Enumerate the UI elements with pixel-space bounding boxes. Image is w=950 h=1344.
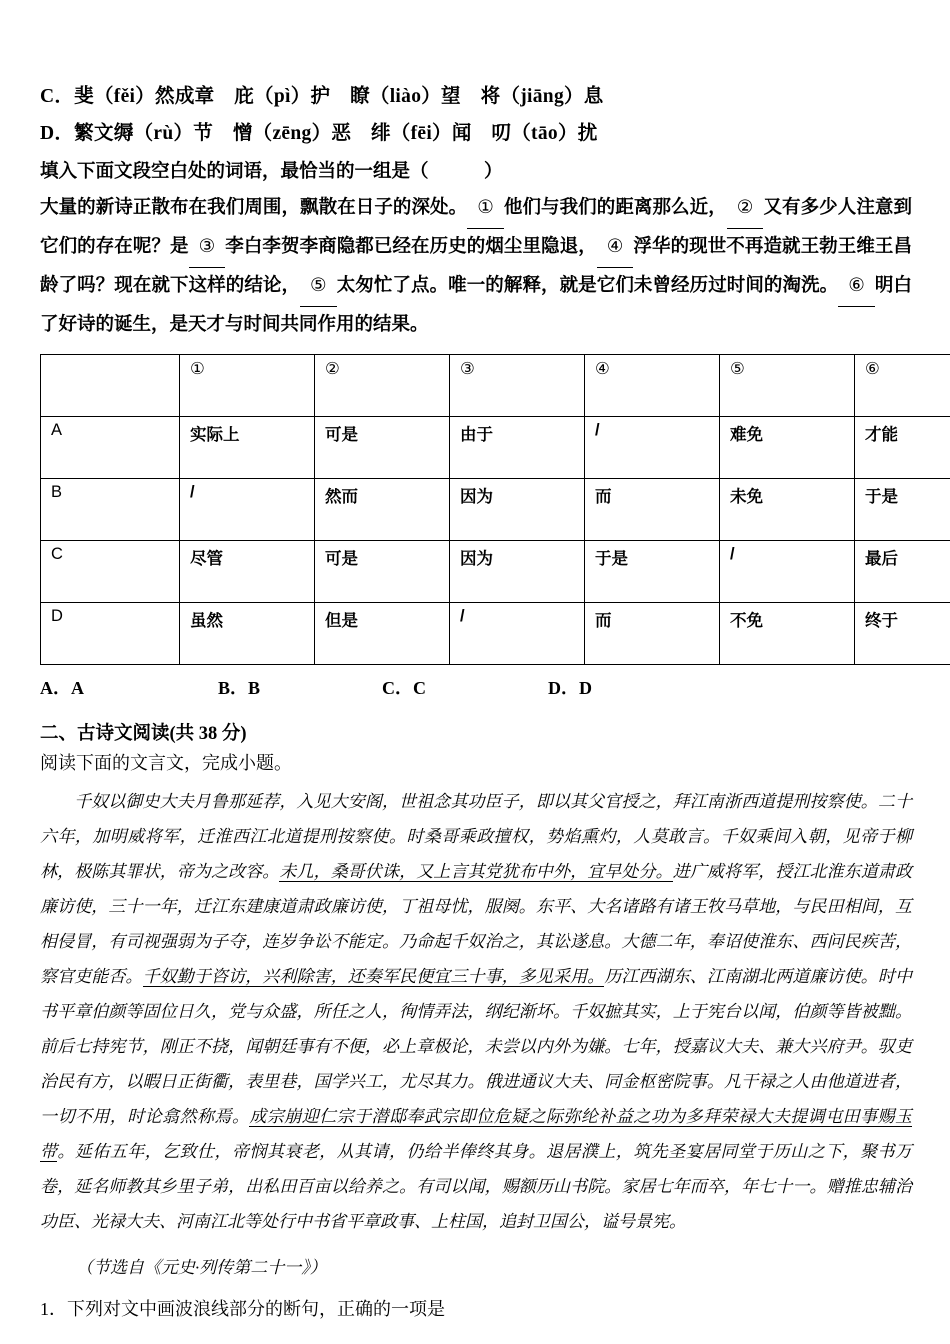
row-label-c: C [41,541,180,603]
cloze-blank-3: ③ [189,229,226,268]
cell-b-2: 然而 [315,479,450,541]
cell-d-4: 而 [585,603,720,665]
passage-part-4: 。延佑五年，乞致仕，帝悯其衰老，从其请，仍给半俸终其身。退居濮上，筑先圣宴居同堂于历山之下，聚书万卷，延名师教其乡里子弟，出私田百亩以给养之。有司以闻，赐额历山书院。家居七年而卒，年七十一。赠推忠辅治功臣、光禄大夫、河南江北等处行中书省平章政事、上柱国，追封卫国公，谥号景宪。 [40,1142,913,1231]
cloze-paragraph [40,190,912,344]
cell-b-6: 于是 [855,479,950,541]
cloze-blank-1: ① [467,190,504,229]
cloze-text-4: 又有多少人注意到它们的存在呢？是 [40,198,912,257]
cell-a-1: 实际上 [180,417,315,479]
cell-b-5: 未免 [720,479,855,541]
passage-wavy-underline-segment: 成宗崩迎仁宗于潜邸奉武宗即位危疑之际弥纶补益之功为多拜荣禄大夫提调屯田事赐玉带 [40,1107,913,1161]
table-header-3: ③ [450,355,585,417]
row-label-d: D [41,603,180,665]
cloze-text-8: 浮华的现世不再造就王勃王维王昌龄了吗？现在就下这样的结论， [40,237,912,296]
table-header-2: ② [315,355,450,417]
passage-underline-2: 千奴勤于咨访，兴利除害，还奏军民便宜三十事，多见采用。 [142,967,605,986]
choice-d[interactable]: D．D [548,678,592,698]
choice-b[interactable]: B．B [218,678,261,698]
cloze-blank-6: ⑥ [838,268,875,307]
table-row [41,603,950,665]
cloze-text-6: 李白李贺李商隐都已经在历史的烟尘里隐退， [225,237,597,257]
cloze-text-0: 大量的新诗正散布在我们周围，飘散在日子的深处。 [40,198,468,218]
table-header-row [41,355,950,417]
passage-source: （节选自《元史·列传第二十一》） [76,1258,327,1277]
cell-b-1: / [180,479,315,541]
cell-c-2: 可是 [315,541,450,603]
table-corner-cell [41,355,180,417]
cell-a-5: 难免 [720,417,855,479]
table-row [41,479,950,541]
cell-a-4: / [585,417,720,479]
cell-b-4: 而 [585,479,720,541]
cloze-blank-5: ⑤ [300,268,337,307]
cloze-blank-2: ② [727,190,764,229]
table-row [41,417,950,479]
cell-c-4: 于是 [585,541,720,603]
table-header-4: ④ [585,355,720,417]
question-1: 1．下列对文中画波浪线部分的断句，正确的一项是 [40,1299,445,1319]
cell-c-1: 尽管 [180,541,315,603]
choice-c[interactable]: C．C [382,678,426,698]
passage-part-3: 历江西湖东、江南湖北两道廉访使。时中书平章伯颜等固位日久，党与众盛，所任之人，徇情弄法，纲纪渐坏。千奴摭其实，上于宪台以闻，伯颜等皆被黜。前后七持宪节，刚正不挠，闻朝廷事有不便，必上章极论，未尝以内外为嫌。七年，授嘉议大夫、兼大兴府尹。驭吏治民有方，以暇日正街衢，表里巷，国学兴工，尤尽其力。俄进通议大夫、同金枢密院事。凡干禄之人由他道进者，一切不用，时论翕然称焉。 [40,967,913,1126]
passage-underline-1: 未几，桑哥伏诛，又上言其党犹布中外，宜早处分。 [279,862,673,881]
passage-part-2: 进广威将军，授江北淮东道肃政廉访使，三十一年，迁江东建康道肃政廉访使，丁祖母忧，服阕。东平、大名诸路有诸王牧马草地，与民田相间，互相侵冒，有司视强弱为子夺，连岁争讼不能定。乃命起千奴治之，其讼遂息。大德二年，奉诏使淮东、西问民疾苦，察官吏能否。 [40,862,913,986]
cell-c-6: 最后 [855,541,950,603]
cell-d-1: 虽然 [180,603,315,665]
cell-d-3: / [450,603,585,665]
table-header-1: ① [180,355,315,417]
cell-d-5: 不免 [720,603,855,665]
cloze-text-12: 明白了好诗的诞生，是天才与时间共同作用的结果。 [40,276,912,335]
row-label-b: B [41,479,180,541]
cell-a-6: 才能 [855,417,950,479]
passage-part-1: 千奴以御史大夫月鲁那延荐，入见大安阁，世祖念其功臣子，即以其父官授之，拜江南浙西道提刑按察使。二十六年，加明威将军，迁淮西江北道提刑按察使。时桑哥乘政擅权，势焰熏灼，人莫敢言。千奴乘间入朝，见帝于柳林，极陈其罪状，帝为之改容。 [40,792,912,881]
cell-b-3: 因为 [450,479,585,541]
section-two-title: 二、古诗文阅读(共 38 分) [40,724,247,744]
cell-a-2: 可是 [315,417,450,479]
cloze-text-2: 他们与我们的距离那么近， [503,198,727,218]
table-header-6: ⑥ [855,355,950,417]
table-row [41,541,950,603]
page-content [40,78,912,1325]
choice-a[interactable]: A．A [40,678,84,698]
pinyin-option-c: C．斐（fěi）然成章 庇（pì）护 瞭（liào）望 将（jiāng）息 [40,86,604,107]
table-header-5: ⑤ [720,355,855,417]
row-label-a: A [41,417,180,479]
cloze-text-10: 太匆忙了点。唯一的解释，就是它们未曾经历过时间的淘洗。 [336,276,839,296]
classical-passage [40,784,912,1239]
cell-a-3: 由于 [450,417,585,479]
section-two-instruction: 阅读下面的文言文，完成小题。 [40,753,292,773]
choice-row [40,674,912,700]
cell-d-6: 终于 [855,603,950,665]
cloze-prompt: 填入下面文段空白处的词语，最恰当的一组是（ ） [40,162,503,182]
cloze-blank-4: ④ [597,229,634,268]
cell-c-5: / [720,541,855,603]
cell-d-2: 但是 [315,603,450,665]
pinyin-option-d: D．繁文缛（rù）节 憎（zēng）恶 绯（fēi）闻 叨（tāo）扰 [40,123,598,144]
answer-options-table [40,354,950,665]
cell-c-3: 因为 [450,541,585,603]
